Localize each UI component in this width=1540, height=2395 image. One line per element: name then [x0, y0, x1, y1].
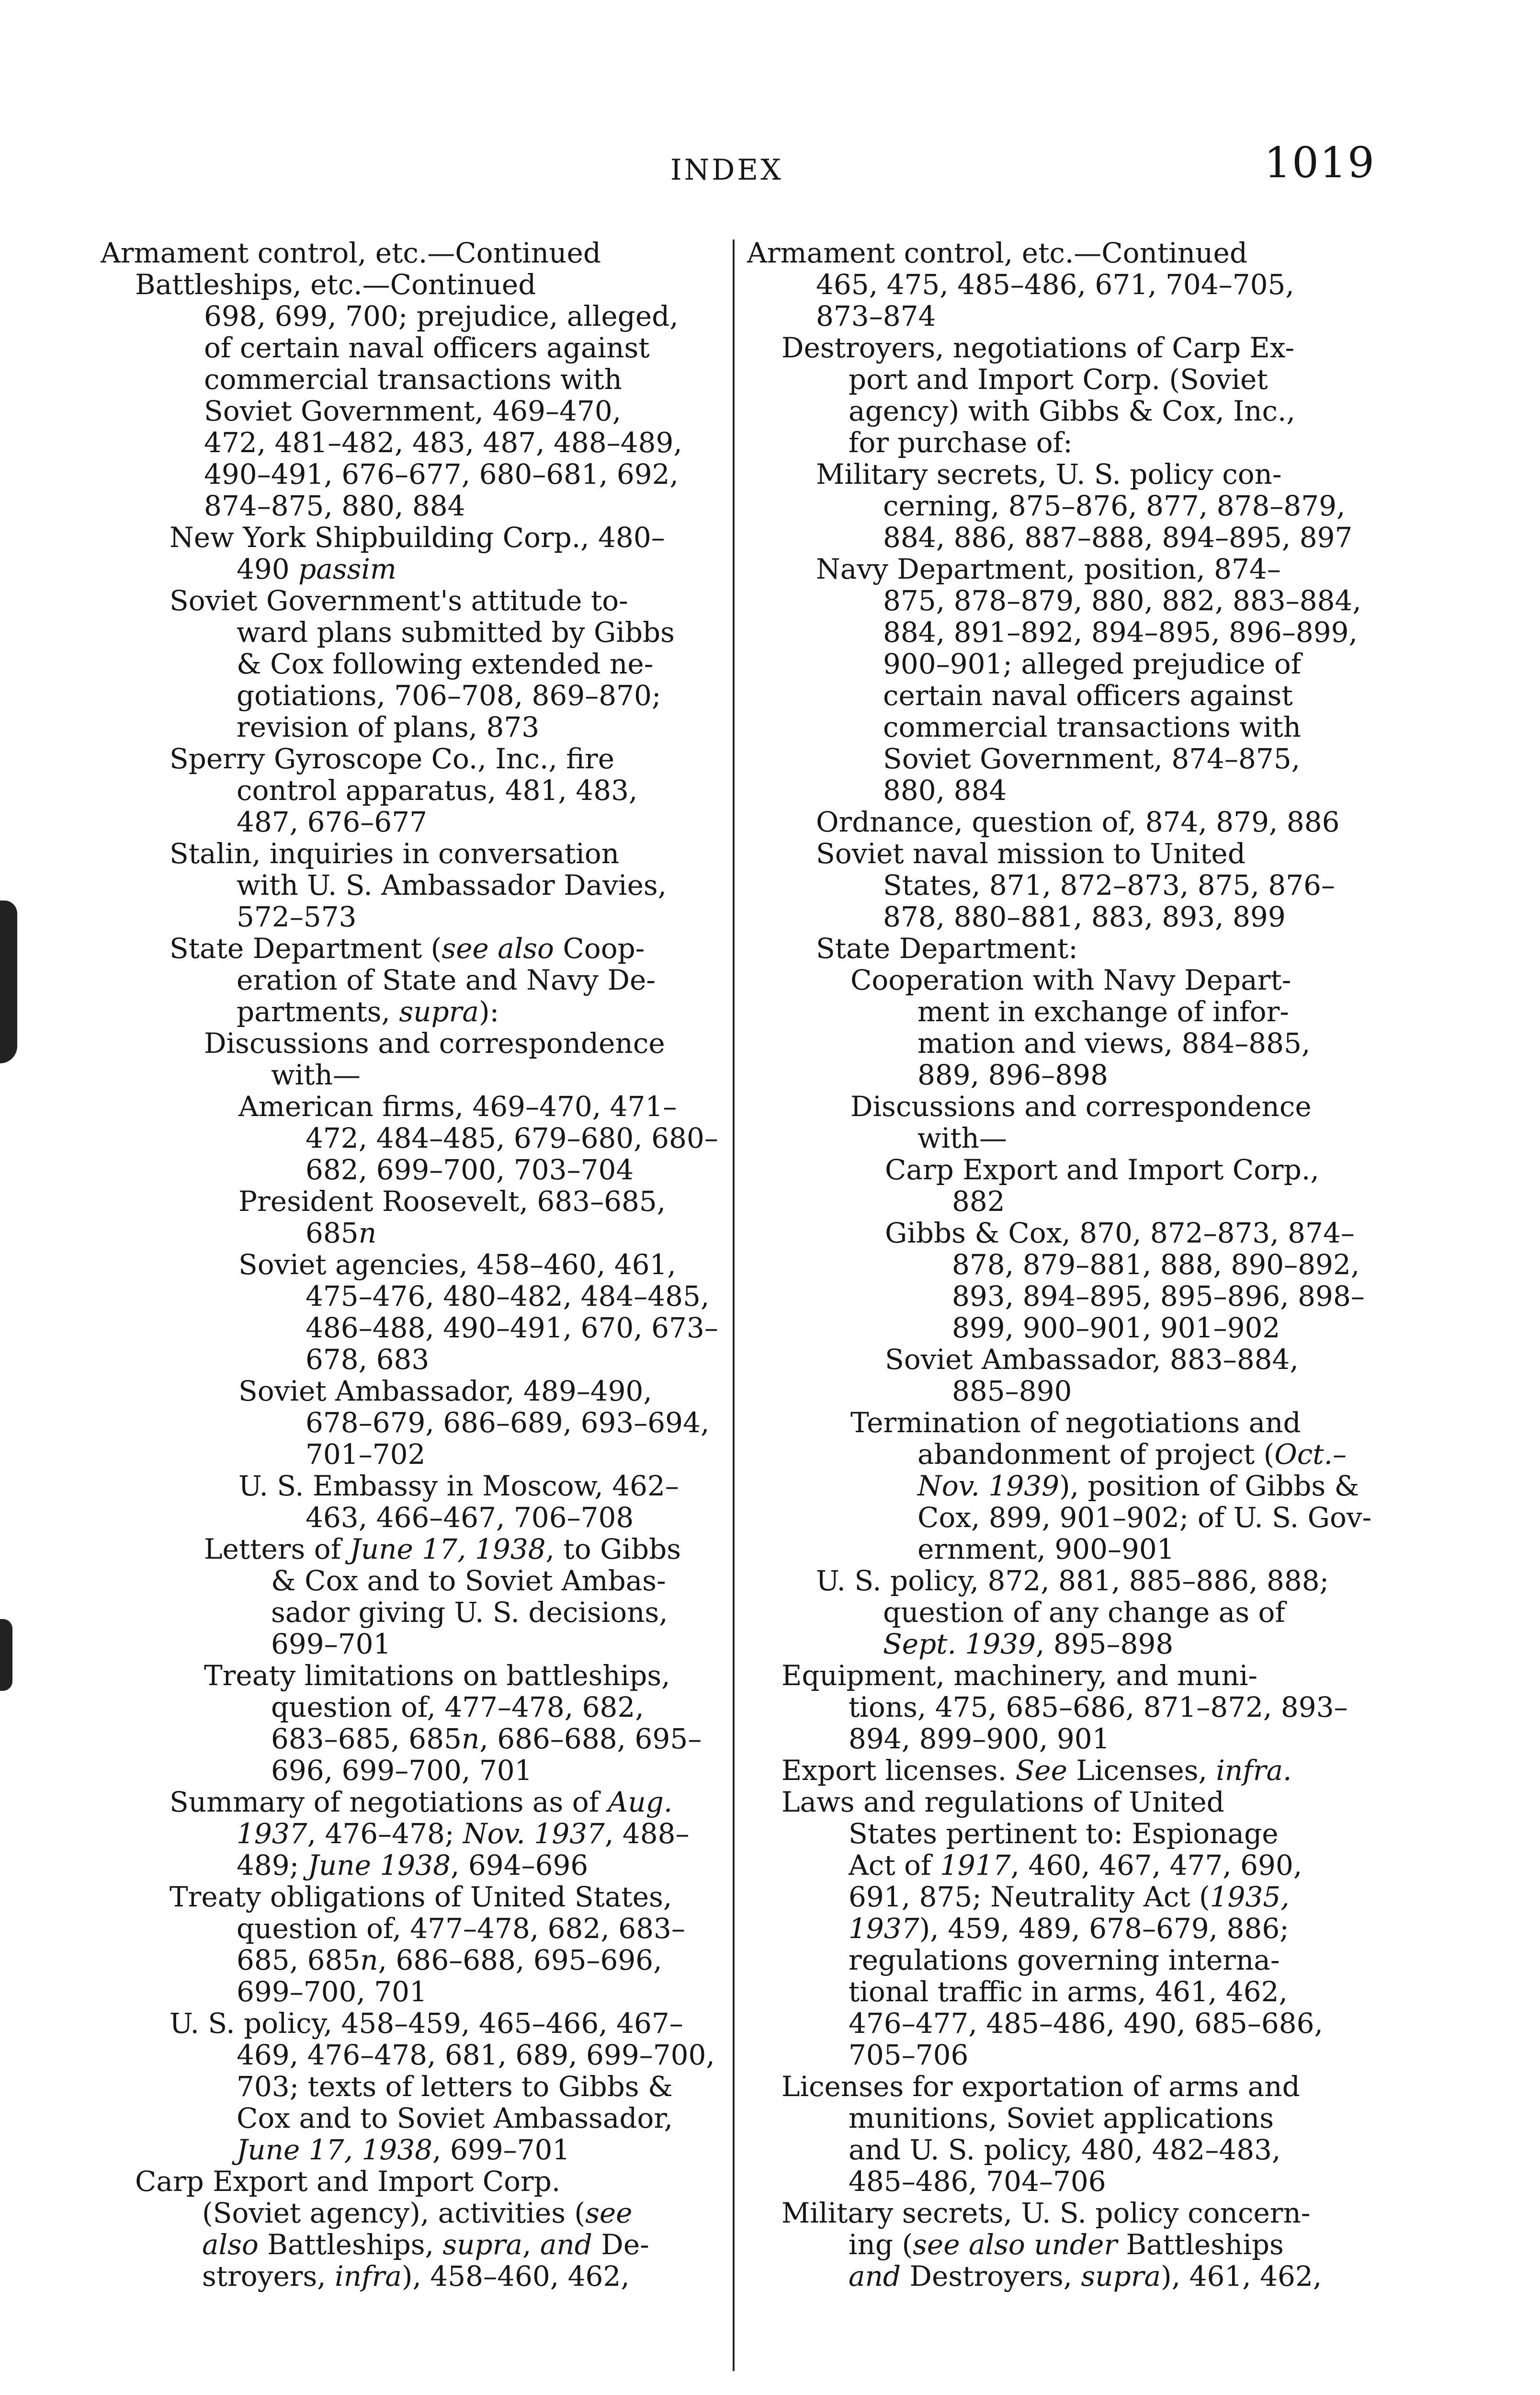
- index-entry: [101, 1881, 737, 2007]
- index-entry-line: tions, 475, 685–686, 871–872, 893–: [849, 1691, 1348, 1723]
- index-entry: [101, 1786, 737, 1881]
- index-entry-line: (Soviet agency), activities (see: [202, 2197, 633, 2229]
- index-entry-line: 485–486, 704–706: [849, 2165, 1106, 2198]
- index-entry-line: 685, 685n, 686–688, 695–696,: [237, 1944, 662, 1976]
- index-entry-line: 705–706: [849, 2039, 969, 2071]
- index-entry-line: commercial transactions with: [204, 363, 623, 396]
- index-entry-line: question of any change as of: [883, 1596, 1285, 1629]
- index-entry-line: Military secrets, U. S. policy con-: [816, 458, 1282, 490]
- index-entry-line: Treaty limitations on battleships,: [204, 1659, 670, 1692]
- index-entry-line: control apparatus, 481, 483,: [237, 774, 638, 807]
- index-entry-line: Licenses for exportation of arms and: [781, 2070, 1300, 2103]
- index-entry-line: 678, 683: [306, 1343, 430, 1376]
- index-entry-line: & Cox following extended ne-: [237, 648, 654, 680]
- index-entry-line: question of, 477–478, 682, 683–: [237, 1912, 685, 1945]
- index-entry-line: Treaty obligations of United States,: [170, 1881, 672, 1913]
- index-entry-line: tional traffic in arms, 461, 462,: [849, 1975, 1288, 2008]
- index-entry-line: 463, 466–467, 706–708: [306, 1501, 634, 1534]
- index-entry-line: stroyers, infra), 458–460, 462,: [202, 2260, 630, 2292]
- index-entry-line: State Department:: [816, 932, 1078, 965]
- index-entry: [101, 1470, 737, 1533]
- index-entry-line: Soviet Ambassador, 489–490,: [238, 1375, 652, 1407]
- index-entry: [101, 2007, 737, 2166]
- index-entry-line: 894, 899–900, 901: [849, 1722, 1110, 1755]
- index-entry-line: 1937, 476–478; Nov. 1937, 488–: [237, 1817, 690, 1850]
- index-entry-line: also Battleships, supra, and De-: [202, 2228, 649, 2261]
- index-entry-line: 874–875, 880, 884: [204, 490, 465, 522]
- index-entry-line: 880, 884: [883, 774, 1007, 807]
- index-entry-line: cerning, 875–876, 877, 878–879,: [883, 490, 1346, 522]
- index-entry-line: Soviet Government's attitude to-: [170, 584, 628, 617]
- index-entry-line: 698, 699, 700; prejudice, alleged,: [204, 300, 679, 332]
- index-entry: [101, 1375, 737, 1470]
- index-entry-line: and Destroyers, supra), 461, 462,: [849, 2260, 1322, 2292]
- index-entry-line: regulations governing interna-: [849, 1944, 1280, 1976]
- index-entry-line: U. S. policy, 458–459, 465–466, 467–: [170, 2007, 683, 2040]
- index-entry-line: 572–573: [237, 901, 357, 933]
- index-entry: [747, 1786, 1408, 2071]
- index-entry-line: with—: [271, 1059, 361, 1091]
- index-entry: [747, 553, 1408, 806]
- index-entry: [747, 806, 1408, 838]
- index-entry-line: 900–901; alleged prejudice of: [883, 648, 1302, 680]
- index-entry-line: Destroyers, negotiations of Carp Ex-: [781, 331, 1295, 364]
- index-entry-line: port and Import Corp. (Soviet: [849, 363, 1268, 396]
- index-entry-line: New York Shipbuilding Corp., 480–: [170, 521, 665, 554]
- scan-mark: [0, 1619, 12, 1691]
- index-entry-line: 487, 676–677: [237, 806, 427, 838]
- index-entry-line: ment in exchange of infor-: [917, 995, 1289, 1028]
- index-entry-line: for purchase of:: [849, 426, 1073, 459]
- index-entry-line: abandonment of project (Oct.–: [917, 1438, 1347, 1471]
- index-entry-line: U. S. Embassy in Moscow, 462–: [238, 1470, 679, 1502]
- index-entry-line: Discussions and correspondence: [850, 1090, 1312, 1123]
- index-entry-line: 685n: [306, 1217, 377, 1249]
- index-entry-line: 683–685, 685n, 686–688, 695–: [271, 1722, 702, 1755]
- index-entry-line: 696, 699–700, 701: [271, 1754, 532, 1787]
- index-entry-line: Cox and to Soviet Ambassador,: [237, 2102, 673, 2134]
- index-entry-line: & Cox and to Soviet Ambas-: [271, 1564, 666, 1597]
- index-entry-line: Soviet naval mission to United: [816, 837, 1246, 870]
- index-entry-line: 701–702: [306, 1438, 426, 1471]
- index-entry-line: Export licenses. See Licenses, infra.: [781, 1754, 1292, 1787]
- index-entry-line: Cox, 899, 901–902; of U. S. Gov-: [917, 1501, 1372, 1534]
- index-entry-line: munitions, Soviet applications: [849, 2102, 1274, 2134]
- index-entry-line: President Roosevelt, 683–685,: [238, 1185, 666, 1218]
- index-entry-line: 490–491, 676–677, 680–681, 692,: [204, 458, 679, 490]
- index-entry-line: Carp Export and Import Corp.,: [885, 1153, 1319, 1186]
- index-entry-line: certain naval officers against: [883, 679, 1293, 712]
- index-entry: [747, 1660, 1408, 1755]
- index-entry-line: June 17, 1938, 699–701: [237, 2133, 570, 2166]
- index-entry: [747, 2197, 1408, 2292]
- index-entry-line: Armament control, etc.—Continued: [747, 237, 1247, 269]
- index-entry: [747, 1565, 1408, 1660]
- index-entry-line: 1937), 459, 489, 678–679, 886;: [849, 1912, 1289, 1945]
- index-entry-line: State Department (see also Coop-: [170, 932, 645, 965]
- scan-mark: [0, 901, 17, 1063]
- index-entry-line: Laws and regulations of United: [781, 1786, 1224, 1818]
- index-entry-line: commercial transactions with: [883, 711, 1302, 743]
- index-entry-line: 699–700, 701: [237, 1975, 427, 2008]
- index-entry-line: 703; texts of letters to Gibbs &: [237, 2070, 673, 2103]
- index-entry-line: Cooperation with Navy Depart-: [850, 964, 1291, 996]
- index-entry-line: and U. S. policy, 480, 482–483,: [849, 2133, 1281, 2166]
- index-entry: [747, 838, 1408, 933]
- index-entry-line: Summary of negotiations as of Aug.: [170, 1786, 673, 1818]
- index-entry-line: gotiations, 706–708, 869–870;: [237, 679, 661, 712]
- index-entry-line: American firms, 469–470, 471–: [238, 1090, 677, 1123]
- index-entry: [747, 964, 1408, 1091]
- index-entry: [747, 1755, 1408, 1786]
- index-entry: [747, 1217, 1408, 1344]
- index-entry: [747, 237, 1408, 269]
- index-entry-line: ernment, 900–901: [917, 1533, 1175, 1565]
- index-entry-line: ward plans submitted by Gibbs: [237, 616, 675, 649]
- index-entry-line: 889, 896–898: [917, 1059, 1108, 1091]
- index-entry-line: Nov. 1939), position of Gibbs &: [917, 1470, 1359, 1502]
- column-rule: [733, 240, 735, 2371]
- index-entry: [101, 522, 737, 585]
- index-entry: [101, 269, 737, 300]
- index-entry-line: 472, 481–482, 483, 487, 488–489,: [204, 426, 682, 459]
- index-entry-line: U. S. policy, 872, 881, 885–886, 888;: [816, 1564, 1329, 1597]
- index-entry-line: Letters of June 17, 1938, to Gibbs: [204, 1533, 681, 1565]
- index-entry-line: 878, 879–881, 888, 890–892,: [952, 1248, 1360, 1281]
- index-entry-line: mation and views, 884–885,: [917, 1027, 1311, 1060]
- index-entry-line: Act of 1917, 460, 467, 477, 690,: [849, 1849, 1302, 1882]
- index-entry: [101, 300, 737, 522]
- index-entry-line: Military secrets, U. S. policy concern-: [781, 2197, 1311, 2229]
- index-entry-line: Equipment, machinery, and muni-: [781, 1659, 1258, 1692]
- index-entry-line: 884, 891–892, 894–895, 896–899,: [883, 616, 1358, 649]
- index-entry: [747, 1344, 1408, 1407]
- index-entry-line: 885–890: [952, 1375, 1072, 1407]
- index-entry-line: Ordnance, question of, 874, 879, 886: [816, 806, 1340, 838]
- index-entry-line: 489; June 1938, 694–696: [237, 1849, 589, 1882]
- index-entry-line: States pertinent to: Espionage: [849, 1817, 1279, 1850]
- index-entry-line: Armament control, etc.—Continued: [101, 237, 601, 269]
- index-entry: [101, 2166, 737, 2292]
- index-entry-line: 882: [952, 1185, 1005, 1218]
- index-entry-line: 699–701: [271, 1628, 391, 1660]
- index-entry-line: agency) with Gibbs & Cox, Inc.,: [849, 395, 1295, 427]
- index-entry: [101, 743, 737, 838]
- index-entry-line: ing (see also under Battleships: [849, 2228, 1284, 2261]
- index-entry-line: 878, 880–881, 883, 893, 899: [883, 901, 1286, 933]
- index-entry: [101, 933, 737, 1027]
- index-entry: [747, 269, 1408, 332]
- index-entry: [101, 838, 737, 933]
- index-entry-line: Soviet agencies, 458–460, 461,: [238, 1248, 676, 1281]
- index-entry: [101, 585, 737, 743]
- index-entry-line: 899, 900–901, 901–902: [952, 1312, 1280, 1344]
- index-entry-line: sador giving U. S. decisions,: [271, 1596, 668, 1629]
- index-entry-line: Soviet Government, 874–875,: [883, 742, 1301, 775]
- index-entry-line: Sept. 1939, 895–898: [883, 1628, 1174, 1660]
- index-entry: [101, 1249, 737, 1375]
- index-entry-line: 490 passim: [237, 553, 396, 585]
- index-entry: [747, 1154, 1408, 1217]
- index-entry: [101, 1091, 737, 1186]
- index-entry: [747, 332, 1408, 458]
- page-number: 1019: [1264, 138, 1375, 187]
- index-entry-line: States, 871, 872–873, 875, 876–: [883, 869, 1336, 901]
- index-entry: [747, 458, 1408, 553]
- index-entry-line: partments, supra):: [237, 995, 499, 1028]
- index-entry-line: with U. S. Ambassador Davies,: [237, 869, 667, 901]
- index-entry-line: 465, 475, 485–486, 671, 704–705,: [816, 268, 1294, 301]
- index-entry: [101, 1027, 737, 1091]
- index-entry-line: Battleships, etc.—Continued: [135, 268, 536, 301]
- index-column-left: [101, 237, 737, 2292]
- index-entry-line: 472, 484–485, 679–680, 680–: [306, 1122, 718, 1154]
- index-entry: [747, 1407, 1408, 1565]
- index-entry-line: 682, 699–700, 703–704: [306, 1153, 634, 1186]
- index-entry-line: Carp Export and Import Corp.: [135, 2165, 561, 2198]
- index-entry: [747, 933, 1408, 964]
- index-entry-line: 678–679, 686–689, 693–694,: [306, 1406, 710, 1439]
- index-entry-line: Navy Department, position, 874–: [816, 553, 1281, 585]
- index-entry-line: revision of plans, 873: [237, 711, 540, 743]
- index-entry-line: 475–476, 480–482, 484–485,: [306, 1280, 710, 1312]
- index-entry-line: 884, 886, 887–888, 894–895, 897: [883, 521, 1353, 554]
- index-entry-line: 469, 476–478, 681, 689, 699–700,: [237, 2039, 715, 2071]
- index-entry: [101, 1660, 737, 1786]
- index-entry-line: with—: [917, 1122, 1007, 1154]
- index-entry: [747, 2071, 1408, 2197]
- index-entry: [101, 237, 737, 269]
- index-entry-line: question of, 477–478, 682,: [271, 1691, 644, 1723]
- index-entry: [747, 1091, 1408, 1154]
- index-entry: [101, 1186, 737, 1249]
- index-entry: [101, 1533, 737, 1660]
- index-entry-line: Termination of negotiations and: [850, 1406, 1301, 1439]
- index-entry-line: 875, 878–879, 880, 882, 883–884,: [883, 584, 1361, 617]
- index-entry-line: Soviet Government, 469–470,: [204, 395, 622, 427]
- index-entry-line: of certain naval officers against: [204, 331, 650, 364]
- index-entry-line: 893, 894–895, 895–896, 898–: [952, 1280, 1365, 1312]
- index-column-right: [747, 237, 1408, 2292]
- index-entry-line: Gibbs & Cox, 870, 872–873, 874–: [885, 1217, 1355, 1249]
- index-entry-line: 486–488, 490–491, 670, 673–: [306, 1312, 718, 1344]
- index-entry-line: Sperry Gyroscope Co., Inc., fire: [170, 742, 615, 775]
- running-head: INDEX: [670, 153, 783, 187]
- index-entry-line: 691, 875; Neutrality Act (1935,: [849, 1881, 1290, 1913]
- index-entry-line: Discussions and correspondence: [204, 1027, 665, 1060]
- index-entry-line: eration of State and Navy De-: [237, 964, 656, 996]
- index-entry-line: Stalin, inquiries in conversation: [170, 837, 620, 870]
- index-entry-line: Soviet Ambassador, 883–884,: [885, 1343, 1299, 1376]
- index-entry-line: 873–874: [816, 300, 936, 332]
- index-entry-line: 476–477, 485–486, 490, 685–686,: [849, 2007, 1323, 2040]
